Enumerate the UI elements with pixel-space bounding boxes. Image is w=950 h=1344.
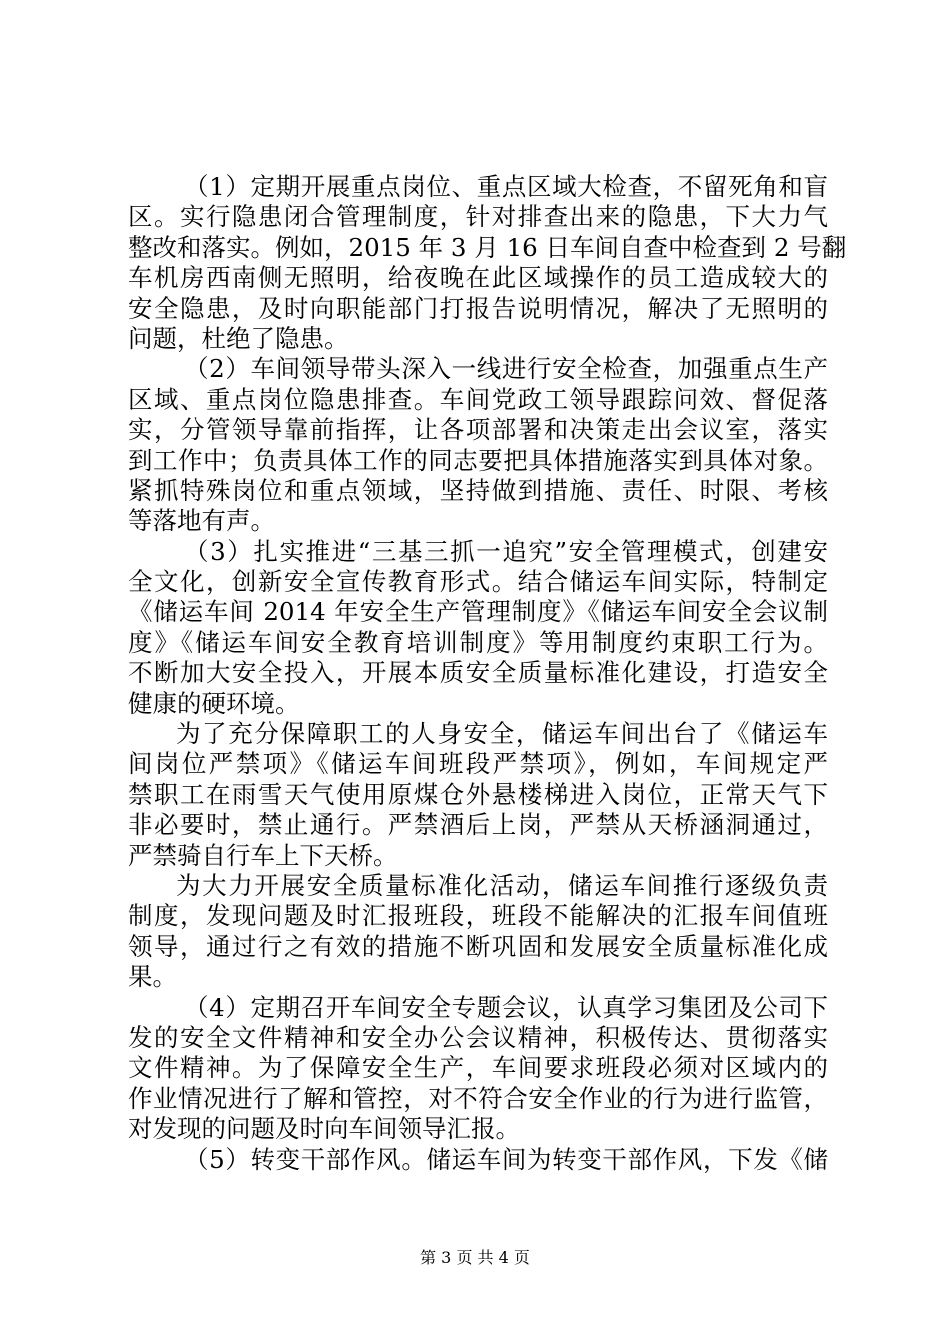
paragraph-line: 作业情况进行了解和管控，对不符合安全作业的行为进行监管， (128, 1083, 828, 1113)
paragraph-line: 到工作中；负责具体工作的同志要把具体措施落实到具体对象。 (128, 445, 828, 475)
paragraph-line: 制度，发现问题及时汇报班段，班段不能解决的汇报车间值班 (128, 901, 828, 931)
paragraph-line: （2）车间领导带头深入一线进行安全检查，加强重点生产 (184, 354, 828, 384)
paragraph-line: 紧抓特殊岗位和重点领域，坚持做到措施、责任、时限、考核 (128, 475, 828, 505)
paragraph-line: 领导，通过行之有效的措施不断巩固和发展安全质量标准化成 (128, 931, 828, 961)
paragraph-line: 实，分管领导靠前指挥，让各项部署和决策走出会议室，落实 (128, 415, 828, 445)
paragraph-line: 度》《储运车间安全教育培训制度》等用制度约束职工行为。 (128, 627, 828, 657)
paragraph-line: 车机房西南侧无照明，给夜晚在此区域操作的员工造成较大的 (128, 263, 828, 293)
paragraph-line: 文件精神。为了保障安全生产，车间要求班段必须对区域内的 (128, 1053, 828, 1083)
paragraph-line: （5）转变干部作风。储运车间为转变干部作风，下发《储 (184, 1144, 828, 1174)
paragraph-line: 整改和落实。例如，2015 年 3 月 16 日车间自查中检查到 2 号翻 (128, 232, 847, 262)
paragraph-line: 禁职工在雨雪天气使用原煤仓外悬楼梯进入岗位，正常天气下 (128, 779, 828, 809)
paragraph-line: 安全隐患，及时向职能部门打报告说明情况，解决了无照明的 (128, 293, 828, 323)
paragraph-line: （4）定期召开车间安全专题会议，认真学习集团及公司下 (184, 992, 828, 1022)
paragraph-line: （3）扎实推进“三基三抓一追究”安全管理模式，创建安 (184, 536, 828, 566)
paragraph-line: 发的安全文件精神和安全办公会议精神，积极传达、贯彻落实 (128, 1022, 828, 1052)
paragraph-line: 健康的硬环境。 (128, 688, 300, 718)
paragraph-line: 果。 (128, 962, 177, 992)
paragraph-line: 为大力开展安全质量标准化活动，储运车间推行逐级负责 (176, 870, 828, 900)
paragraph-line: 不断加大安全投入，开展本质安全质量标准化建设，打造安全 (128, 658, 828, 688)
paragraph-line: 等落地有声。 (128, 506, 275, 536)
paragraph-line: 间岗位严禁项》《储运车间班段严禁项》，例如，车间规定严 (128, 749, 828, 779)
paragraph-line: 为了充分保障职工的人身安全，储运车间出台了《储运车 (176, 719, 828, 749)
paragraph-line: 严禁骑自行车上下天桥。 (128, 840, 398, 870)
paragraph-line: （1）定期开展重点岗位、重点区域大检查，不留死角和盲 (184, 172, 828, 201)
page-number-footer: 第 3 页 共 4 页 (420, 1248, 530, 1267)
paragraph-line: 区。实行隐患闭合管理制度，针对排查出来的隐患，下大力气 (128, 202, 828, 232)
paragraph-line: 对发现的问题及时向车间领导汇报。 (128, 1114, 520, 1144)
paragraph-line: 非必要时，禁止通行。严禁酒后上岗，严禁从天桥涵洞通过， (128, 810, 828, 840)
paragraph-line: 区域、重点岗位隐患排查。车间党政工领导跟踪问效、督促落 (128, 384, 828, 414)
paragraph-line: 《储运车间 2014 年安全生产管理制度》《储运车间安全会议制 (128, 597, 828, 627)
document-body (128, 172, 847, 1175)
paragraph-line: 问题，杜绝了隐患。 (128, 323, 349, 353)
paragraph-line: 全文化，创新安全宣传教育形式。结合储运车间实际，特制定 (128, 567, 828, 597)
